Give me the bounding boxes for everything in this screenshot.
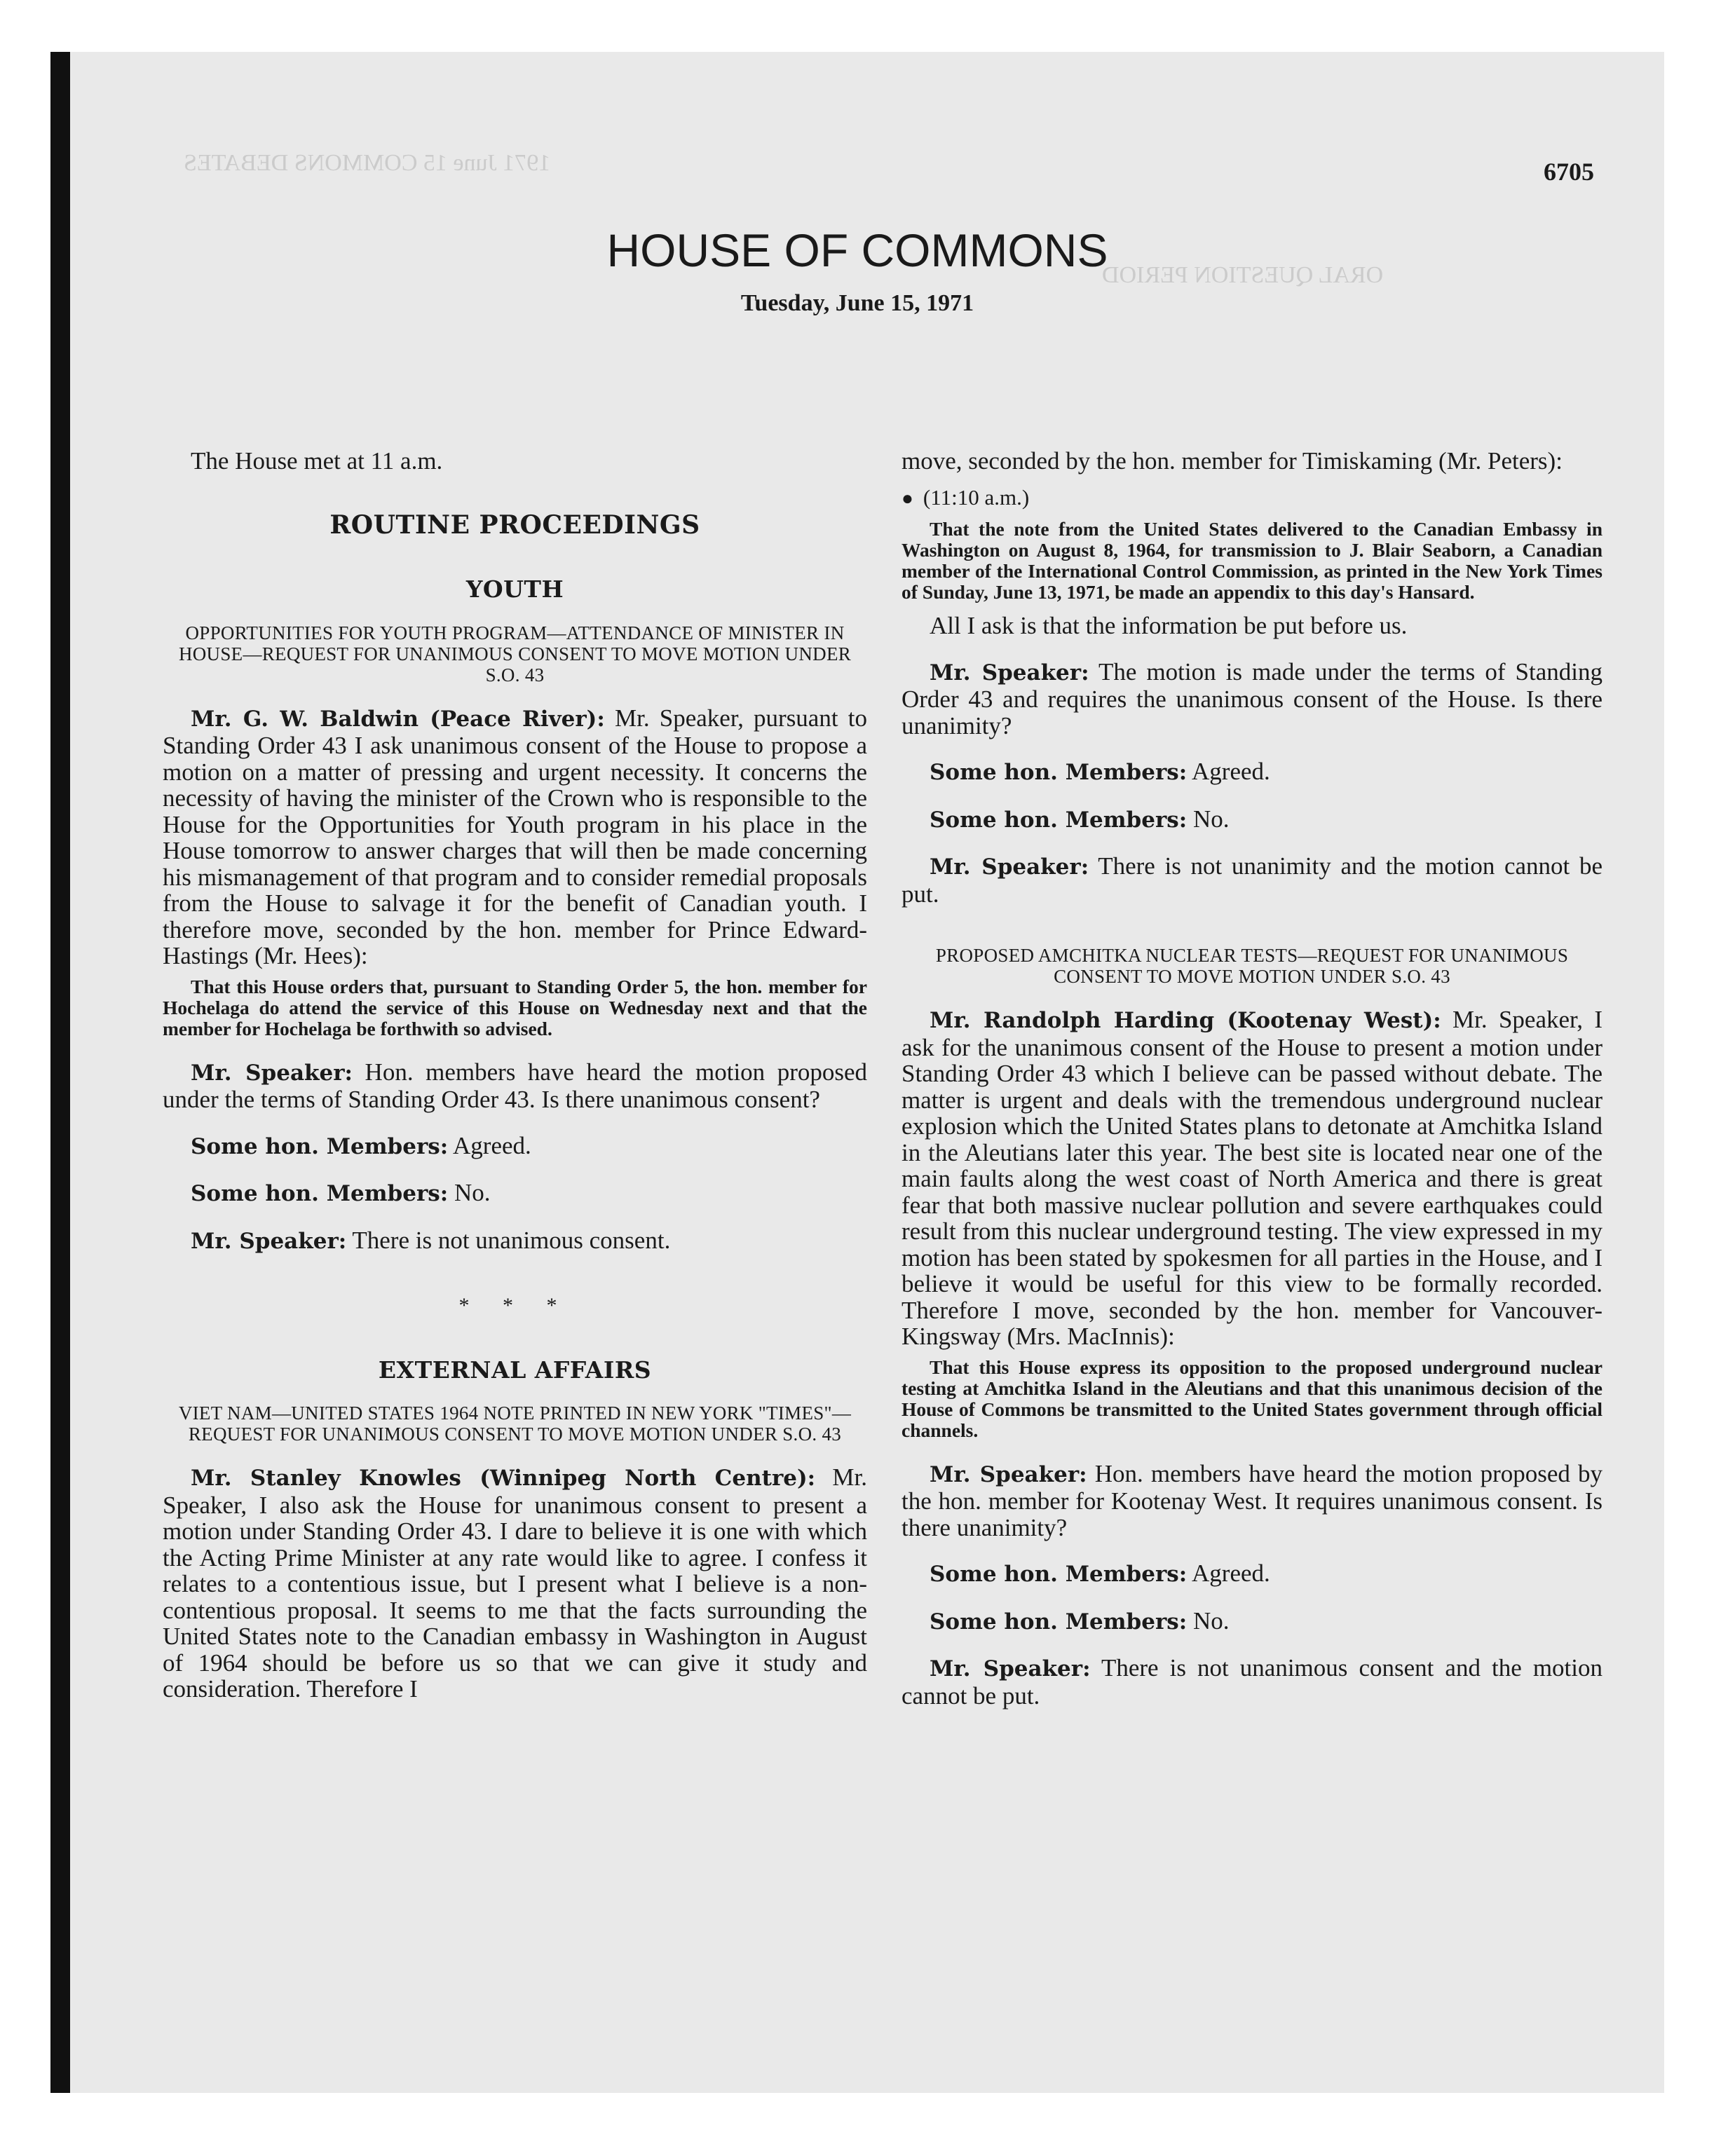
- speech-knowles: [163, 1464, 867, 1703]
- speech-text: There is not unanimity and the motion cannot be put.: [901, 852, 1603, 908]
- speech-text: Agreed.: [453, 1131, 531, 1159]
- speaker-name: Some hon. Members:: [930, 807, 1188, 833]
- speech-text: Hon. members have heard the motion proposed under the terms of Standing Order 43. Is there unanimous consent?: [163, 1058, 868, 1113]
- speech-text: No.: [1192, 805, 1230, 833]
- speech-speaker: [901, 1461, 1603, 1541]
- scanned-page: [50, 52, 1664, 2093]
- speaker-name: Mr. Speaker:: [930, 1656, 1091, 1681]
- speaker-name: Some hon. Members:: [930, 1609, 1188, 1635]
- speech-text: No.: [1192, 1606, 1230, 1635]
- bullet-icon: ●: [901, 487, 913, 510]
- subheading-viet-nam: VIET NAM—UNITED STATES 1964 NOTE PRINTED IN NEW YORK "TIMES"—REQUEST FOR UNANIMOUS CONSENT TO MOVE MOTION UNDER S.O. 43: [178, 1403, 852, 1445]
- speech-members: [163, 1133, 867, 1161]
- speech-text: Agreed.: [1192, 1560, 1270, 1587]
- speech-text: Mr. Speaker, pursuant to Standing Order 43 I ask unanimous consent of the House to propose a motion on a matter of pressing and urgent necessity. It concerns the necessity of having the minister of the Crown who is responsible to the House for the Opportunities for Youth program in his place in the House tomorrow to answer charges that will then be made concerning his mismanagement of that program and to consider remedial proposals from the House to salvage it for the benefit of Canadian youth. I therefore move, seconded by the hon. member for Prince Edward-Hastings (Mr. Hees):: [163, 704, 867, 969]
- time-stamp: ● (11:10 a.m.): [901, 484, 1030, 510]
- speech-members: [901, 758, 1603, 786]
- speech-text: There is not unanimous consent.: [352, 1226, 671, 1254]
- speech-text: Mr. Speaker, I also ask the House for unanimous consent to present a motion under Standing Order 43. I dare to believe it is one with which the Acting Prime Minister at any rate would like to agree. I confess it relates to a contentious issue, but I present what I believe is a non-contentious proposal. It seems to me that the facts surrounding the United States note to the Canadian embassy in Washington in August of 1964 should be before us so that we can give it study and consideration. Therefore I: [163, 1464, 867, 1703]
- speech-text: Agreed.: [1192, 758, 1270, 785]
- speech-speaker: [163, 1227, 867, 1255]
- speech-speaker: [901, 853, 1603, 907]
- speaker-name: Mr. Speaker:: [191, 1228, 347, 1254]
- speech-members: [901, 1560, 1603, 1588]
- speaker-name: Mr. Speaker:: [930, 1461, 1087, 1487]
- right-column: [901, 448, 1603, 1709]
- speech-baldwin: [163, 705, 867, 969]
- speech-text: The motion is made under the terms of Standing Order 43 and requires the unanimous consent of the House. Is there unanimity?: [901, 657, 1603, 739]
- page-number: 6705: [1544, 158, 1594, 186]
- speech-speaker: [901, 659, 1603, 739]
- sitting-date: Tuesday, June 15, 1971: [740, 290, 974, 316]
- binding-edge: [50, 52, 70, 2093]
- speaker-name: Some hon. Members:: [930, 1562, 1188, 1587]
- motion-text: That the note from the United States delivered to the Canadian Embassy in Washington on August 8, 1964, for transmission to J. Blair Seaborn, a Canadian member of the International Control Commission, as printed in the New York Times of Sunday, June 13, 1971, be made an appendix to this day's Hansard.: [901, 518, 1603, 603]
- speaker-name: Some hon. Members:: [191, 1133, 449, 1159]
- section-heading-external: EXTERNAL AFFAIRS: [378, 1356, 652, 1384]
- speaker-name: Some hon. Members:: [191, 1181, 449, 1206]
- speaker-name: Some hon. Members:: [930, 760, 1188, 785]
- speech-continuation: move, seconded by the hon. member for Timiskaming (Mr. Peters):: [901, 447, 1563, 475]
- motion-text: That this House express its opposition to the proposed underground nuclear testing at Amchitka Island in the Aleutians and that this unanimous decision of the House of Commons be transmitted to the United States government through official channels.: [901, 1356, 1603, 1441]
- speaker-name: Mr. Speaker:: [930, 660, 1089, 685]
- section-separator: * * *: [458, 1294, 571, 1317]
- speech-text: There is not unanimous consent and the motion cannot be put.: [901, 1654, 1603, 1710]
- speech-harding: [901, 1007, 1603, 1350]
- speech-members: [901, 1608, 1603, 1636]
- speech-text: All I ask is that the information be put before us.: [930, 612, 1408, 639]
- speaker-name: Mr. Randolph Harding (Kootenay West):: [930, 1008, 1441, 1033]
- bleed-through-text: 1971 June 15 COMMONS DEBATES: [184, 150, 551, 176]
- speaker-name: Mr. Speaker:: [191, 1060, 353, 1086]
- bleed-through-text: ORAL QUESTION PERIOD: [1102, 262, 1384, 288]
- section-heading-routine: ROUTINE PROCEEDINGS: [329, 510, 700, 540]
- motion-text: That this House orders that, pursuant to Standing Order 5, the hon. member for Hochelaga do attend the service of this House on Wednesday next and that the member for Hochelaga be forthwith so advised.: [163, 975, 867, 1039]
- section-heading-youth: YOUTH: [465, 575, 564, 603]
- speaker-name: Mr. G. W. Baldwin (Peace River):: [191, 706, 605, 732]
- speaker-name: Mr. Stanley Knowles (Winnipeg North Centre):: [191, 1466, 816, 1491]
- speech-speaker: [163, 1059, 867, 1113]
- speech-members: [901, 806, 1603, 834]
- speech-members: [163, 1180, 867, 1208]
- subheading-amchitka: PROPOSED AMCHITKA NUCLEAR TESTS—REQUEST FOR UNANIMOUS CONSENT TO MOVE MOTION UNDER S.O. 43: [935, 945, 1569, 987]
- page-title: HOUSE OF COMMONS: [606, 224, 1108, 276]
- subheading-youth: OPPORTUNITIES FOR YOUTH PROGRAM—ATTENDANCE OF MINISTER IN HOUSE—REQUEST FOR UNANIMOUS CONSENT TO MOVE MOTION UNDER S.O. 43: [178, 622, 852, 685]
- opening-line: The House met at 11 a.m.: [191, 447, 443, 475]
- speech-text: Mr. Speaker, I ask for the unanimous consent of the House to present a motion under Standing Order 43 which I believe can be passed without debate. The matter is urgent and deals with the tremendous underground nuclear explosion which the United States plans to detonate at Amchitka Island in the Aleutians later this year. The best site is located near one of the main faults along the west coast of North America and there is great fear that both massive nuclear pollution and severe earthquakes could result from this nuclear underground testing. The view expressed in my motion has been stated by spokesmen for all parties in the House, and I believe it would be useful for this view to be formally recorded. Therefore I move, seconded by the hon. member for Vancouver-Kingsway (Mrs. MacInnis):: [901, 1006, 1603, 1350]
- speech-text: Hon. members have heard the motion proposed by the hon. member for Kootenay West. It requires unanimous consent. Is there unanimity?: [901, 1459, 1603, 1541]
- speech-speaker: [901, 1655, 1603, 1709]
- speaker-name: Mr. Speaker:: [930, 854, 1089, 880]
- speech-text: No.: [454, 1179, 491, 1206]
- left-column: [163, 448, 867, 1703]
